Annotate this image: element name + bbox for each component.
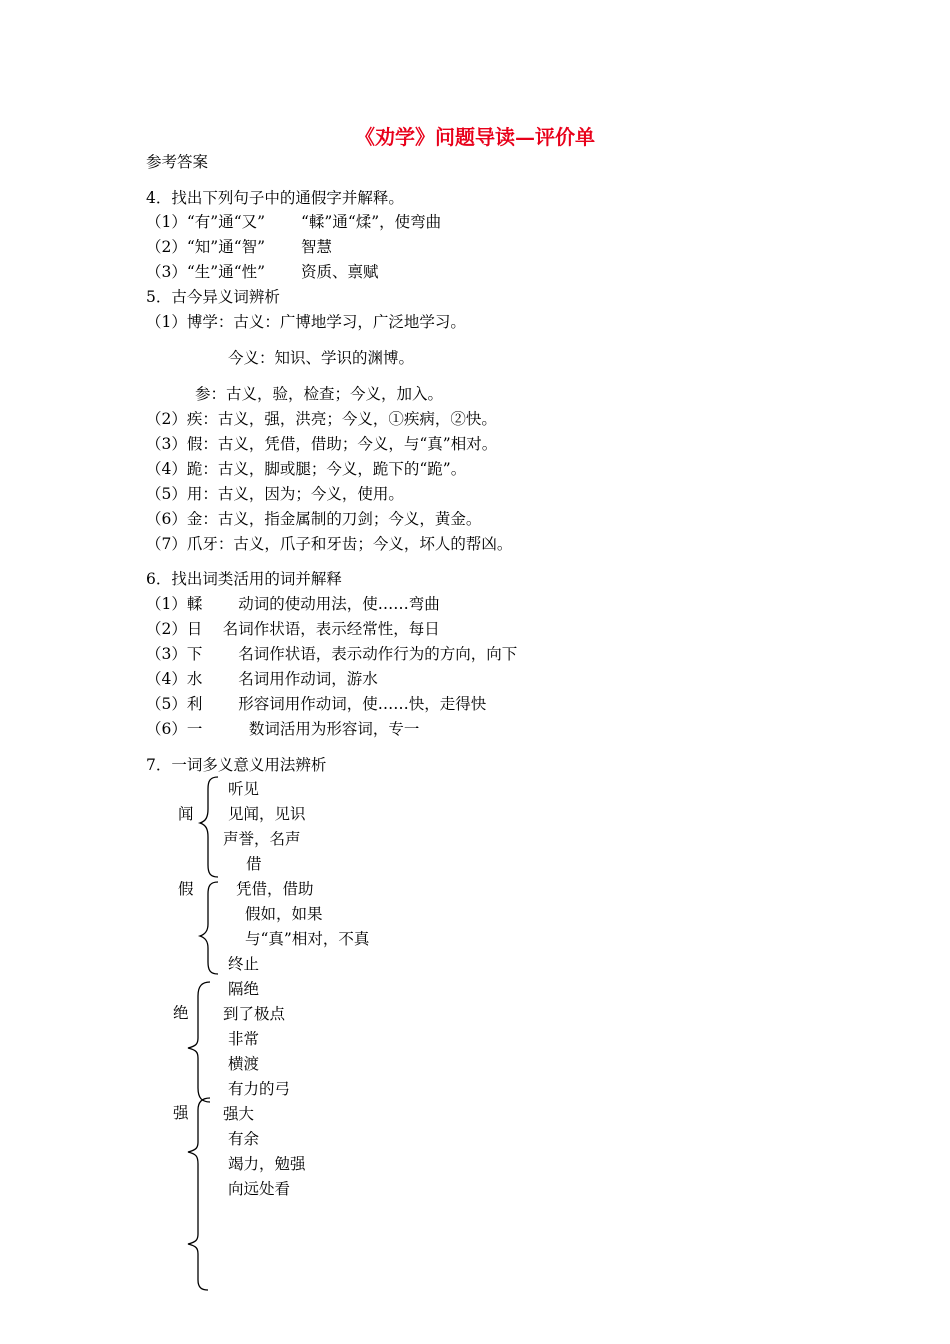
q6-line: （6）一 数词活用为形容词，专一: [146, 720, 420, 738]
q5-line: （3）假：古义，凭借，借助；今义，与“真”相对。: [146, 435, 498, 453]
meaning-item: 强大: [223, 1105, 255, 1123]
polysemy-word: 强: [173, 1104, 189, 1122]
meaning-item: 借: [246, 855, 262, 873]
document-title: 《劝学》问题导读—评价单: [355, 125, 595, 149]
meaning-item: 非常: [228, 1030, 260, 1048]
meaning-item: 凭借，借助: [236, 880, 314, 898]
q4-heading: 4．找出下列句子中的通假字并解释。: [146, 189, 404, 207]
q5-heading: 5．古今异义词辨析: [146, 288, 280, 306]
meaning-item: 横渡: [228, 1055, 260, 1073]
meaning-item: 到了极点: [223, 1005, 286, 1023]
q5-line: （4）跪：古义，脚或腿；今义，跪下的“跪”。: [146, 460, 467, 478]
brace-qiang: [186, 1094, 216, 1294]
meaning-item: 向远处看: [228, 1180, 291, 1198]
polysemy-word: 闻: [178, 805, 194, 823]
brace-jue: [186, 978, 216, 1108]
meaning-item: 假如，如果: [245, 905, 323, 923]
q5-line: （7）爪牙：古义，爪子和牙齿；今义，坏人的帮凶。: [146, 535, 513, 553]
brace-wen: [198, 773, 228, 883]
polysemy-word: 假: [178, 880, 194, 898]
q4-line: （3）“生”通“性” 资质、禀赋: [146, 263, 379, 281]
polysemy-word: 绝: [173, 1004, 189, 1022]
q6-line: （1）輮 动词的使动用法，使……弯曲: [146, 595, 440, 613]
q6-line: （5）利 形容词用作动词，使……快，走得快: [146, 695, 487, 713]
meaning-item: 听见: [228, 780, 260, 798]
meaning-item: 隔绝: [228, 980, 260, 998]
q5-line: （1）博学：古义：广博地学习，广泛地学习。: [146, 313, 466, 331]
meaning-item: 有余: [228, 1130, 260, 1148]
q5-line: （5）用：古义，因为；今义，使用。: [146, 485, 404, 503]
meaning-item: 声誉，名声: [223, 830, 301, 848]
meaning-item: 终止: [228, 955, 260, 973]
q4-line: （1）“有”通“又” “輮”通“煣”，使弯曲: [146, 213, 442, 231]
q6-line: （2）日 名词作状语，表示经常性，每日: [146, 620, 440, 638]
brace-jia: [198, 878, 228, 978]
q7-heading: 7．一词多义意义用法辨析: [146, 756, 327, 774]
meaning-item: 有力的弓: [228, 1080, 291, 1098]
q5-line: （2）疾：古义，强，洪亮；今义，①疾病，②快。: [146, 410, 497, 428]
q6-line: （4）水 名词用作动词，游水: [146, 670, 378, 688]
q4-line: （2）“知”通“智” 智慧: [146, 238, 332, 256]
q5-line: 今义：知识、学识的渊博。: [228, 349, 415, 367]
meaning-item: 与“真”相对，不真: [245, 930, 370, 948]
q6-heading: 6．找出词类活用的词并解释: [146, 570, 342, 588]
meaning-item: 见闻，见识: [228, 805, 306, 823]
q5-line: 参：古义，验，检查；今义，加入。: [195, 385, 444, 403]
q5-line: （6）金：古义，指金属制的刀剑；今义，黄金。: [146, 510, 482, 528]
meaning-item: 竭力，勉强: [228, 1155, 306, 1173]
q6-line: （3）下 名词作状语，表示动作行为的方向，向下: [146, 645, 518, 663]
answer-key-label: 参考答案: [146, 153, 209, 171]
